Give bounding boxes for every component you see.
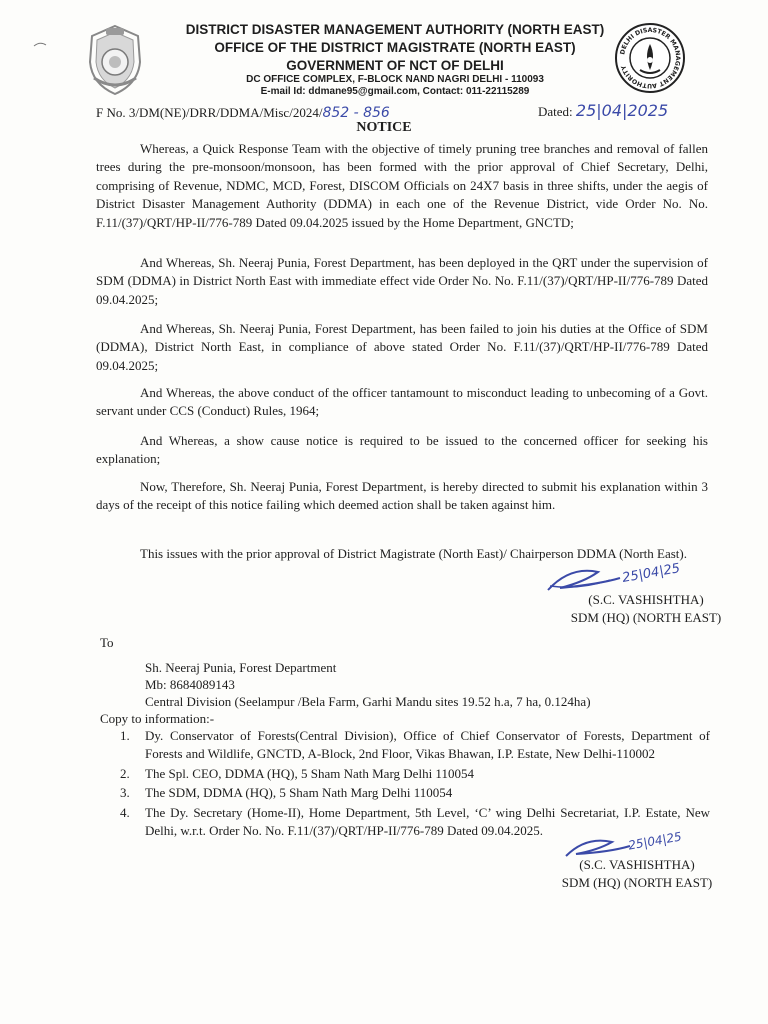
paragraph-3 xyxy=(96,320,708,375)
date-handwritten: 25|04|2025 xyxy=(575,101,669,120)
copy-item-number: 4. xyxy=(120,804,130,820)
file-number-text: F No. 3/DM(NE)/DRR/DDMA/Misc/2024/ xyxy=(96,105,323,120)
notice-title: NOTICE xyxy=(356,120,412,135)
signature-1-designation: SDM (HQ) (NORTH EAST) xyxy=(570,610,722,625)
paragraph-6-text: Now, Therefore, Sh. Neeraj Punia, Forest Department, is hereby directed to submit his explanation within 3 days of the receipt of this notice failing which deemed action shall be taken against him. xyxy=(96,479,708,513)
paragraph-2-text: And Whereas, Sh. Neeraj Punia, Forest Department, has been deployed in the QRT under the supervision of SDM (DDMA) in District North East with immediate effect vide Order No. No. F.11/(37)/QRT/HP-II/776-789 Dated 09.04.2025; xyxy=(96,255,708,307)
signature-2-name: (S.C. VASHISHTHA) xyxy=(579,857,695,872)
paragraph-2 xyxy=(96,254,708,309)
header-address: DC OFFICE COMPLEX, F-BLOCK NAND NAGRI DELHI - 110093 xyxy=(246,74,544,85)
dated-label: Dated: xyxy=(538,104,573,119)
to-label: To xyxy=(100,635,114,650)
header-government: GOVERNMENT OF NCT OF DELHI xyxy=(286,58,504,73)
copy-item-number: 3. xyxy=(120,785,130,801)
copy-list xyxy=(120,727,710,841)
copy-item-text: Dy. Conservator of Forests(Central Division), Office of Chief Conservator of Forests, Department of Forests and Wildlife, GNCTD, A-Block, 2nd Floor, Vikas Bhawan, I.P. Estate, New Delhi-110002 xyxy=(145,728,710,762)
addressee-mobile: Mb: 8684089143 xyxy=(145,677,235,692)
header-authority: DISTRICT DISASTER MANAGEMENT AUTHORITY (NORTH EAST) xyxy=(185,22,605,37)
corner-mark xyxy=(33,34,47,40)
paragraph-6 xyxy=(96,478,708,515)
paragraph-4 xyxy=(96,384,708,421)
left-emblem-logo xyxy=(80,22,150,98)
date-line xyxy=(538,101,668,120)
copy-item-text: The Dy. Secretary (Home-II), Home Department, 5th Level, ‘C’ wing Delhi Secretariat, I.P. Estate, New Delhi, w.r.t. Order No. No. F.11/(37)/QRT/HP-II/776-789 Dated 09.04.2025. xyxy=(145,804,710,839)
copy-item-text: The SDM, DDMA (HQ), 5 Sham Nath Marg Delhi 110054 xyxy=(145,785,453,801)
header-contact: E-mail Id: ddmane95@gmail.com, Contact: 011-22115289 xyxy=(260,86,530,97)
signature-1-block xyxy=(566,591,726,627)
copy-item-number: 1. xyxy=(120,728,130,743)
addressee-name: Sh. Neeraj Punia, Forest Department xyxy=(145,660,337,675)
copy-item-1 xyxy=(120,727,710,764)
paragraph-1-text: Whereas, a Quick Response Team with the objective of timely pruning tree branches and removal of fallen trees during the pre-monsoon/monsoon, has been formed with the prior approval of Chief Secretary, Delhi, comprising of Revenue, NDMC, MCD, Forest, DISCOM Officials on 24X7 basis in three shifts, under the aegis of District Disaster Management Authority (DDMA) in each one of the Revenue District, vide Order No. No. F.11/(37)/QRT/HP-II/776-789 Dated 09.04.2025 issued by the Home Department, GNCTD; xyxy=(96,141,708,230)
paragraph-5 xyxy=(96,432,708,469)
signature-2-block xyxy=(552,856,722,892)
file-number xyxy=(96,105,390,121)
copy-item-number: 2. xyxy=(120,765,130,781)
svg-text:DELHI DISASTER MANAGEMENT AUTH: DELHI DISASTER MANAGEMENT AUTHORITY xyxy=(619,26,682,90)
paragraph-5-text: And Whereas, a show cause notice is required to be issued to the concerned officer for seeking his explanation; xyxy=(96,433,708,467)
copy-item-2 xyxy=(120,765,710,783)
file-number-handwritten: 852 - 856 xyxy=(322,105,390,121)
signature-1-date: 25|04|25 xyxy=(621,561,682,586)
paragraph-1 xyxy=(96,140,708,232)
addressee-division: Central Division (Seelampur /Bela Farm, Garhi Mandu sites 19.52 h.a, 7 ha, 0.124ha) xyxy=(145,694,591,709)
signature-2-date: 25|04|25 xyxy=(627,829,683,853)
paragraph-4-text: And Whereas, the above conduct of the officer tantamount to misconduct leading to unbecoming of a Govt. servant under CCS (Conduct) Rules, 1964; xyxy=(96,385,708,419)
ddma-seal-logo xyxy=(614,22,686,94)
copy-label: Copy to information:- xyxy=(100,711,215,726)
paragraph-7-text: This issues with the prior approval of District Magistrate (North East)/ Chairperson DDMA (North East). xyxy=(140,546,687,561)
paragraph-3-text: And Whereas, Sh. Neeraj Punia, Forest Department, has been failed to join his duties at the Office of SDM (DDMA), District North East, in compliance of above stated Order No. F.11/(37)/QRT/HP-II/776-789 Dated 09.04.2025; xyxy=(96,321,708,373)
header-office: OFFICE OF THE DISTRICT MAGISTRATE (NORTH EAST) xyxy=(214,40,576,55)
copy-item-3 xyxy=(120,784,710,802)
signature-2-designation: SDM (HQ) (NORTH EAST) xyxy=(561,875,713,890)
signature-1-name: (S.C. VASHISHTHA) xyxy=(588,592,704,607)
copy-item-text: The Spl. CEO, DDMA (HQ), 5 Sham Nath Marg Delhi 110054 xyxy=(145,765,474,781)
